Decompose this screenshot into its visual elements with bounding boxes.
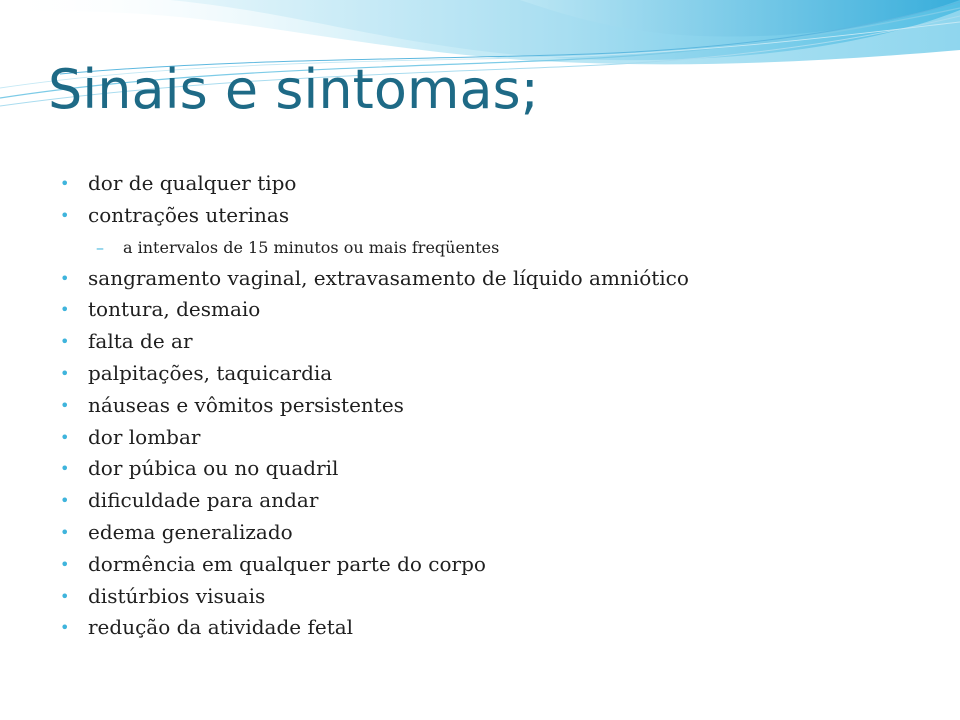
sub-bullet-text: a intervalos de 15 minutos ou mais freqüentes [123,237,500,257]
bullet-dot-icon: • [60,586,70,606]
bullet-text: dormência em qualquer parte do corpo [88,551,486,576]
bullet-item [58,358,938,390]
bullet-text: edema generalizado [88,519,293,544]
bullet-text: dor lombar [88,424,201,449]
bullet-item [58,390,938,422]
bullet-item [58,612,938,644]
bullet-text: sangramento vaginal, extravasamento de líquido amniótico [88,265,689,290]
bullet-item [58,263,938,295]
bullet-dot-icon: • [60,205,70,225]
bullet-text: dor púbica ou no quadril [88,456,339,481]
bullet-dot-icon: • [60,522,70,542]
bullet-item [58,168,938,200]
bullet-item [58,453,938,485]
slide-title: Sinais e sintomas; [48,58,539,121]
bullet-text: falta de ar [88,329,193,354]
bullet-dot-icon: • [60,300,70,320]
bullet-dot-icon: • [60,491,70,511]
bullet-dot-icon: • [60,268,70,288]
bullet-dot-icon: • [60,554,70,574]
bullet-text: dor de qualquer tipo [88,171,297,195]
bullet-dot-icon: • [60,618,70,638]
bullet-text: distúrbios visuais [88,583,266,608]
bullet-item [58,485,938,517]
bullet-item [58,581,938,613]
bullet-text: tontura, desmaio [88,297,261,322]
bullet-item [58,422,938,454]
bullet-dot-icon: • [60,332,70,352]
bullet-item [58,517,938,549]
bullet-list [58,168,938,644]
bullet-item [58,549,938,581]
bullet-item [58,294,938,326]
bullet-item [58,326,938,358]
dash-icon: – [96,237,104,257]
bullet-dot-icon: • [60,395,70,415]
bullet-dot-icon: • [60,363,70,383]
bullet-item [58,200,938,232]
bullet-text: dificuldade para andar [88,488,319,513]
bullet-text: náuseas e vômitos persistentes [88,392,404,417]
bullet-text: redução da atividade fetal [88,615,354,640]
bullet-dot-icon: • [60,427,70,447]
bullet-text: contrações uterinas [88,202,290,227]
bullet-dot-icon: • [60,174,70,193]
bullet-dot-icon: • [60,459,70,479]
bullet-text: palpitações, taquicardia [88,360,333,385]
sub-bullet-item [58,232,938,263]
